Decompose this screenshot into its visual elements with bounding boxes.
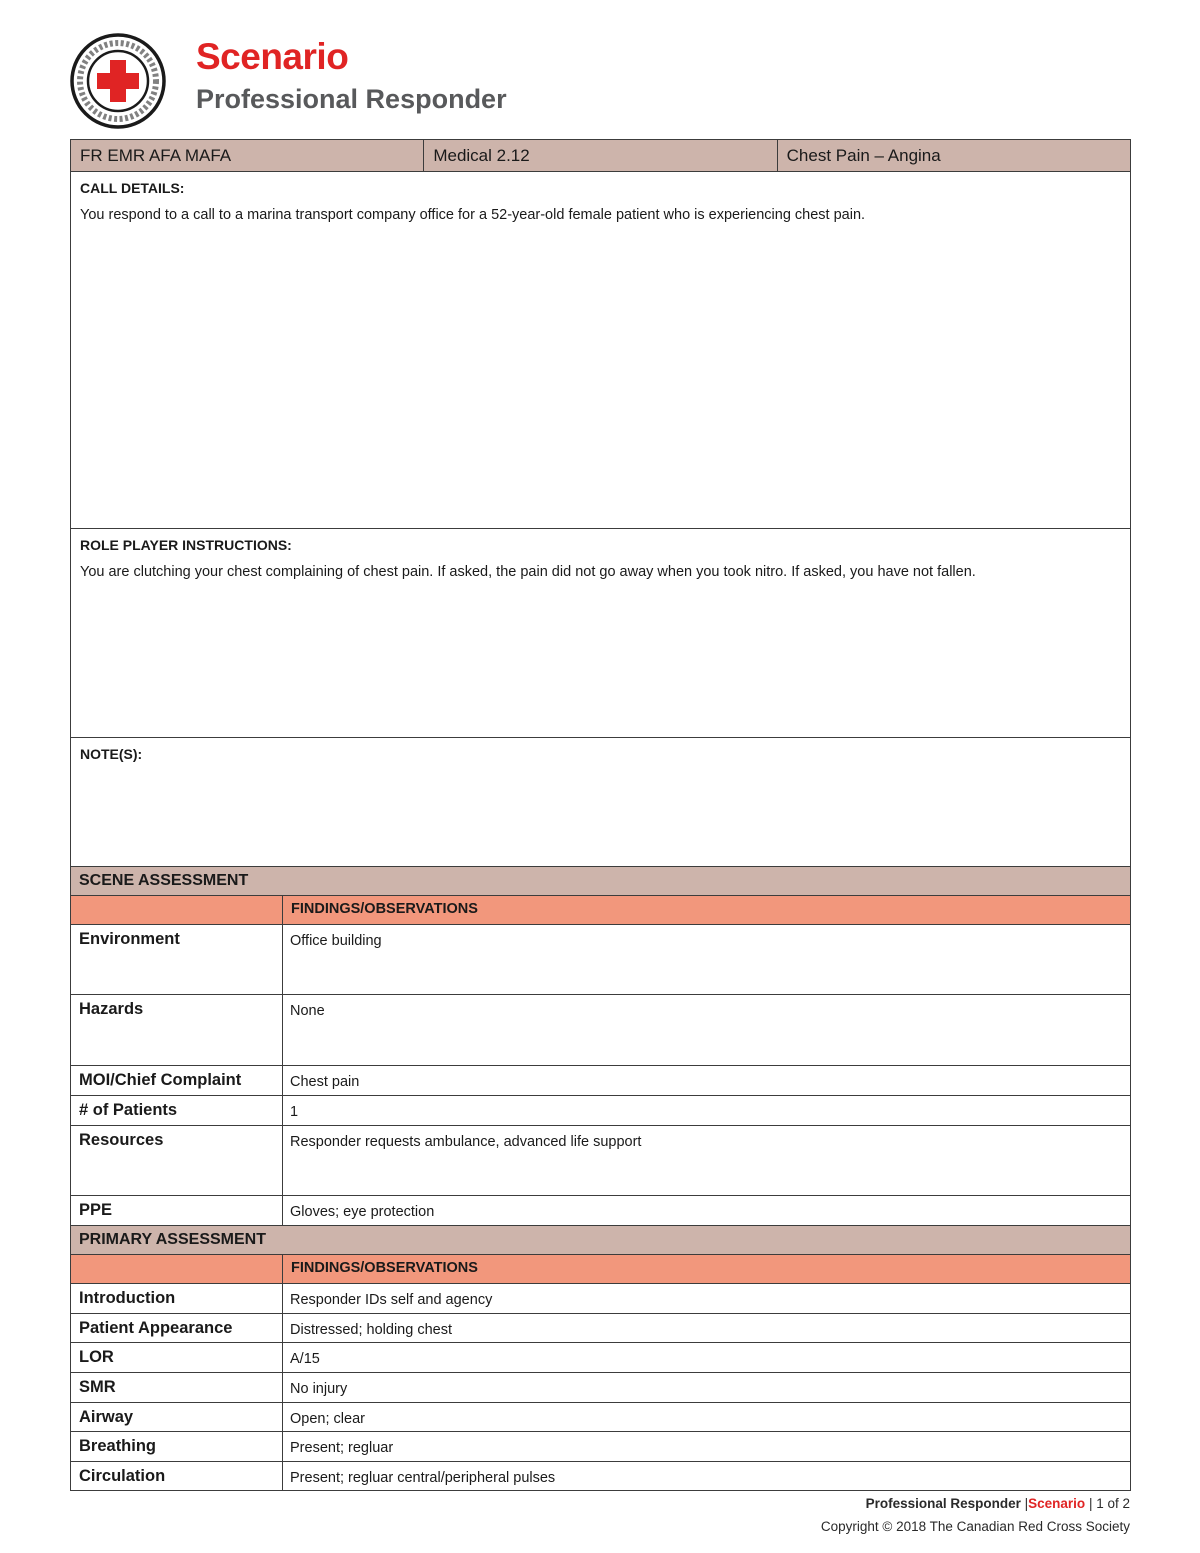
call-details-section (71, 172, 1130, 529)
row-label: Airway (71, 1403, 283, 1432)
primary-assessment-heading-row (71, 1226, 1131, 1255)
table-row (71, 1196, 1131, 1226)
primary-assessment-heading: PRIMARY ASSESSMENT (71, 1226, 1131, 1255)
row-value: Chest pain (283, 1066, 1131, 1096)
page-title: Scenario (196, 36, 349, 77)
row-label: Breathing (71, 1432, 283, 1462)
footer-separator: | (1024, 1496, 1029, 1511)
row-value: Responder IDs self and agency (283, 1284, 1131, 1314)
table-row (71, 1284, 1131, 1314)
row-value: Distressed; holding chest (283, 1314, 1131, 1343)
row-label: Introduction (71, 1284, 283, 1314)
empty-header-cell (71, 1255, 283, 1284)
call-details-label: CALL DETAILS: (80, 180, 185, 196)
row-label: Hazards (71, 995, 283, 1066)
scene-findings-header-row (71, 896, 1131, 925)
footer-doc-type: Scenario (1028, 1496, 1086, 1511)
topic-cell: Chest Pain – Angina (777, 140, 1130, 171)
row-value: Present; regluar central/peripheral pulses (283, 1462, 1131, 1491)
scenario-info-table (70, 139, 1131, 867)
row-value: A/15 (283, 1343, 1131, 1373)
row-value: Responder requests ambulance, advanced life support (283, 1126, 1131, 1196)
table-row (71, 995, 1131, 1066)
table-row (71, 1343, 1131, 1373)
footer-copyright: Copyright © 2018 The Canadian Red Cross Society (820, 1519, 1130, 1534)
table-row (71, 1126, 1131, 1196)
role-player-text: You are clutching your chest complaining of chest pain. If asked, the pain did not go away when you took nitro. If asked, you have not fallen. (80, 564, 976, 580)
row-label: Resources (71, 1126, 283, 1196)
page-subtitle: Professional Responder (196, 84, 507, 114)
table-row (71, 1096, 1131, 1126)
row-label: Circulation (71, 1462, 283, 1491)
row-value: Office building (283, 925, 1131, 995)
footer-separator: | (1088, 1496, 1093, 1511)
row-value: Gloves; eye protection (283, 1196, 1131, 1226)
scene-assessment-heading-row (71, 867, 1131, 896)
notes-section (71, 738, 1130, 866)
info-header-row (71, 140, 1130, 172)
scene-findings-header: FINDINGS/OBSERVATIONS (283, 896, 1131, 925)
row-label: # of Patients (71, 1096, 283, 1126)
row-label: PPE (71, 1196, 283, 1226)
row-label: LOR (71, 1343, 283, 1373)
footer-doc-name: Professional Responder (865, 1496, 1021, 1511)
row-value: No injury (283, 1373, 1131, 1403)
table-row (71, 1314, 1131, 1343)
footer-page-number: 1 of 2 (1096, 1496, 1130, 1511)
row-value: Open; clear (283, 1403, 1131, 1432)
row-value: Present; regluar (283, 1432, 1131, 1462)
table-row (71, 925, 1131, 995)
table-row (71, 1373, 1131, 1403)
table-row (71, 1432, 1131, 1462)
row-value: None (283, 995, 1131, 1066)
row-value: 1 (283, 1096, 1131, 1126)
primary-findings-header-row (71, 1255, 1131, 1284)
primary-findings-header: FINDINGS/OBSERVATIONS (283, 1255, 1131, 1284)
notes-label: NOTE(S): (80, 746, 143, 762)
call-details-text: You respond to a call to a marina transport company office for a 52-year-old female patient who is experiencing chest pain. (80, 207, 866, 223)
scene-assessment-table (70, 866, 1131, 1226)
role-player-section (71, 529, 1130, 738)
empty-header-cell (71, 896, 283, 925)
red-cross-seal-icon (70, 33, 166, 129)
row-label: Patient Appearance (71, 1314, 283, 1343)
levels-cell: FR EMR AFA MAFA (80, 146, 232, 165)
row-label: MOI/Chief Complaint (71, 1066, 283, 1096)
module-cell: Medical 2.12 (423, 140, 776, 171)
scene-assessment-heading: SCENE ASSESSMENT (71, 867, 1131, 896)
role-player-label: ROLE PLAYER INSTRUCTIONS: (80, 537, 292, 553)
primary-assessment-table (70, 1225, 1131, 1491)
row-label: Environment (71, 925, 283, 995)
table-row (71, 1462, 1131, 1491)
row-label: SMR (71, 1373, 283, 1403)
table-row (71, 1403, 1131, 1432)
footer-doc-line (866, 1496, 1130, 1511)
table-row (71, 1066, 1131, 1096)
